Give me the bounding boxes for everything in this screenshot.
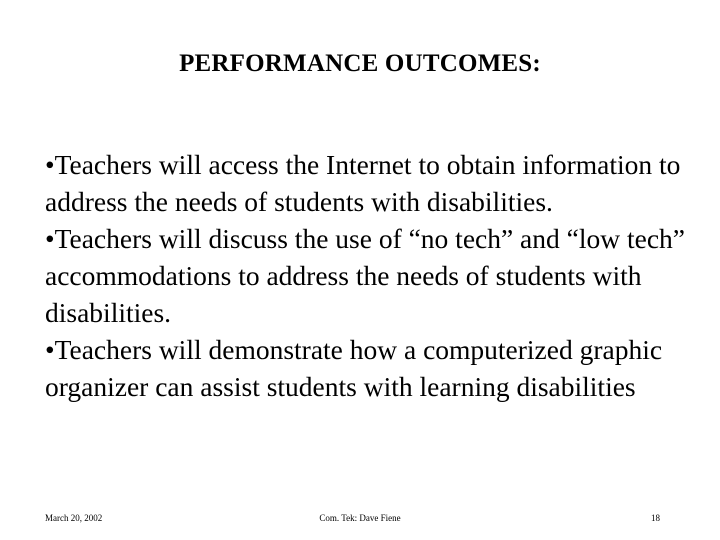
footer-page-number: 18	[651, 513, 660, 523]
footer-date: March 20, 2002	[45, 513, 103, 523]
bullet-text: Teachers will discuss the use of “no tech” and “low tech” accommodations to address the needs of students with disabilities.	[45, 223, 685, 328]
bullet-mark: •	[45, 334, 55, 365]
bullet-text: Teachers will access the Internet to obtain information to address the needs of students with disabilities.	[45, 149, 681, 217]
bullet-list	[45, 146, 705, 405]
bullet-item	[45, 146, 705, 220]
footer-presenter: Com. Tek: Dave Fiene	[319, 513, 401, 523]
slide-title: PERFORMANCE OUTCOMES:	[179, 50, 541, 77]
bullet-text: Teachers will demonstrate how a computerized graphic organizer can assist students with learning disabilities	[45, 334, 663, 402]
bullet-mark: •	[45, 149, 55, 180]
bullet-mark: •	[45, 223, 55, 254]
bullet-item	[45, 331, 705, 405]
bullet-item	[45, 220, 705, 331]
